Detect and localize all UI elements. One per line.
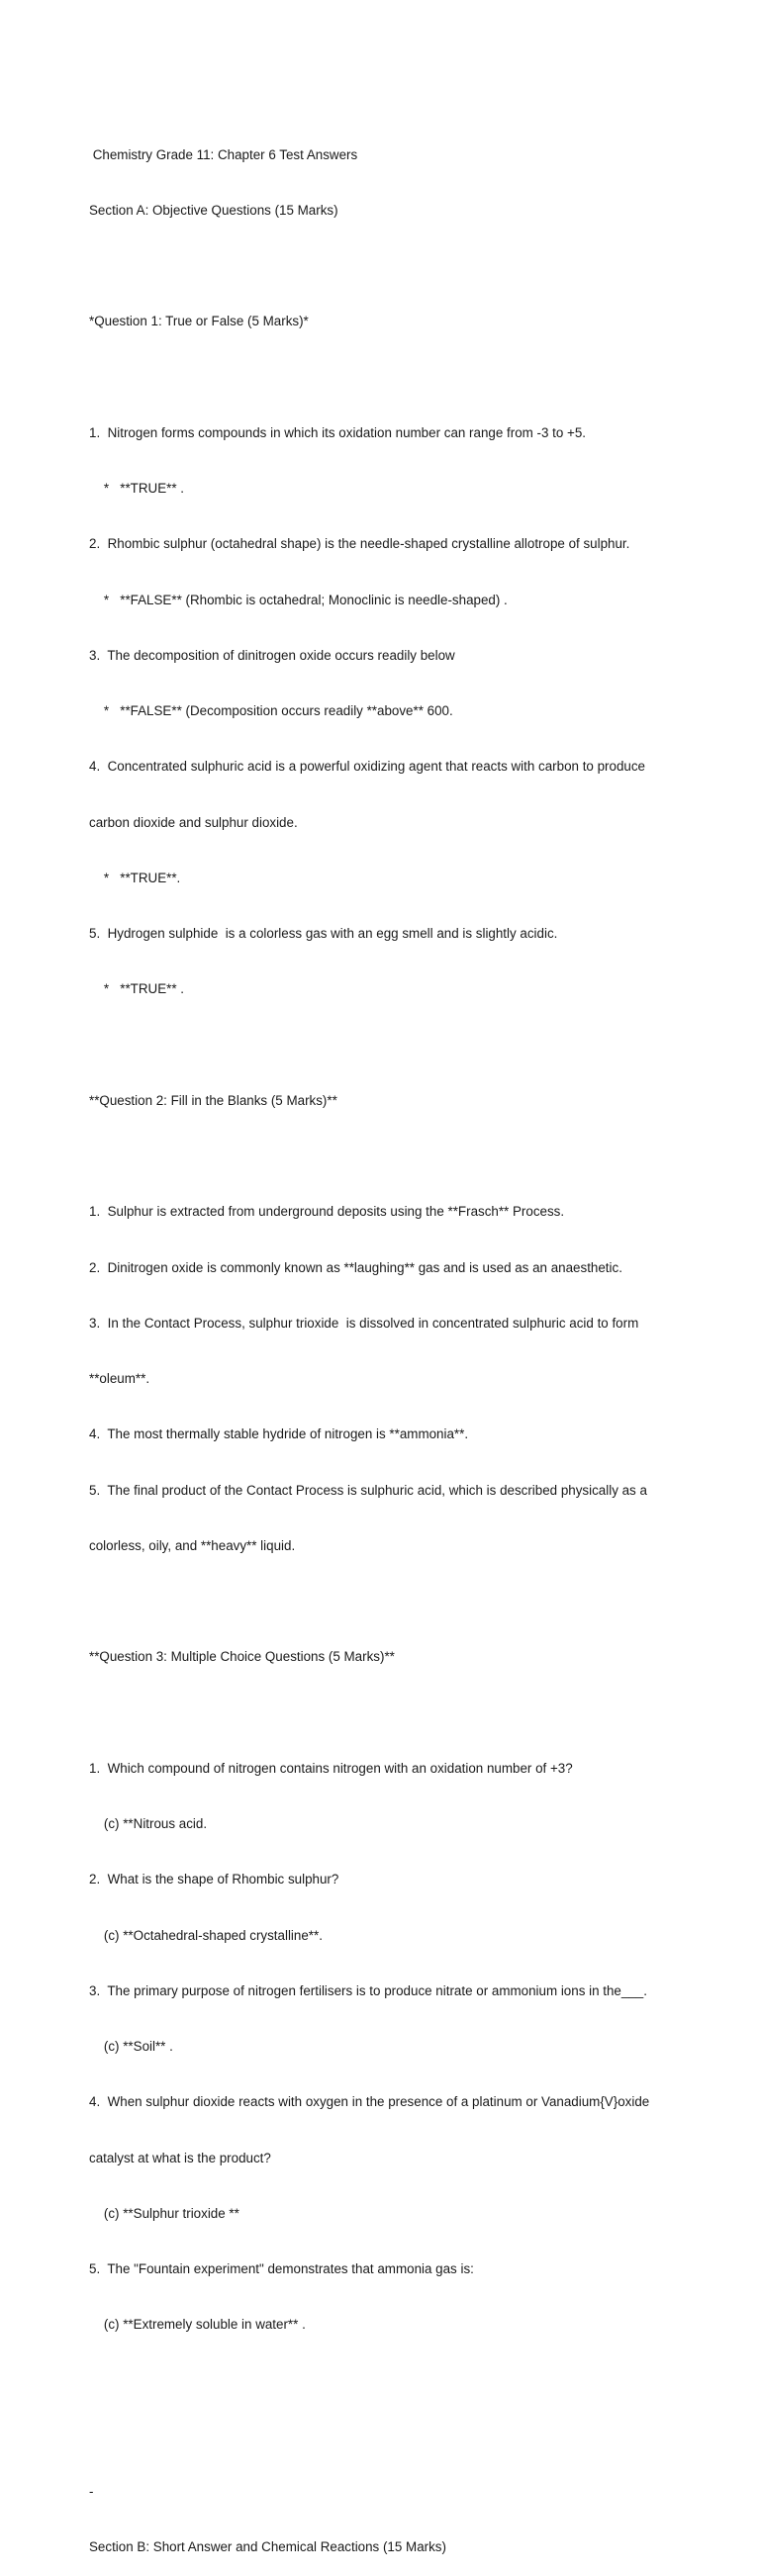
q3-item-3: 3. The primary purpose of nitrogen fertilisers is to produce nitrate or ammonium ions in the___.	[89, 1982, 647, 1998]
q2-item-4: 4. The most thermally stable hydride of nitrogen is **ammonia**.	[89, 1426, 469, 1442]
q1-answer-2: * **FALSE** (Rhombic is octahedral; Monoclinic is needle-shaped) .	[89, 592, 508, 607]
blank-line	[89, 1037, 732, 1056]
q2-item-5: 5. The final product of the Contact Process is sulphuric acid, which is described physically as a	[89, 1482, 647, 1498]
separator-dash: -	[89, 2484, 94, 2499]
q3-item-2: 2. What is the shape of Rhombic sulphur?	[89, 1872, 339, 1887]
blank-line	[89, 257, 732, 276]
q3-answer-5: (c) **Extremely soluble in water** .	[89, 2317, 306, 2333]
q1-answer-5: * **TRUE** .	[89, 981, 184, 997]
question-1-heading: *Question 1: True or False (5 Marks)*	[89, 314, 309, 329]
question-2-heading: **Question 2: Fill in the Blanks (5 Marks)**	[89, 1092, 337, 1108]
q2-item-5-continued: colorless, oily, and **heavy** liquid.	[89, 1537, 296, 1553]
blank-line	[89, 2428, 732, 2446]
q2-item-2: 2. Dinitrogen oxide is commonly known as **laughing** gas and is used as an anaesthetic.	[89, 1259, 622, 1275]
q1-item-1: 1. Nitrogen forms compounds in which its oxidation number can range from -3 to +5.	[89, 424, 587, 440]
q3-answer-4: (c) **Sulphur trioxide **	[89, 2205, 239, 2221]
q1-answer-4: * **TRUE**.	[89, 870, 181, 885]
q3-item-4-continued: catalyst at what is the product?	[89, 2150, 271, 2165]
q3-answer-3: (c) **Soil** .	[89, 2039, 173, 2054]
document-body	[89, 109, 732, 2576]
blank-line	[89, 1593, 732, 1611]
blank-line	[89, 369, 732, 388]
section-b-heading: Section B: Short Answer and Chemical Reactions (15 Marks)	[89, 2539, 446, 2555]
q2-item-1: 1. Sulphur is extracted from underground deposits using the **Frasch** Process.	[89, 1204, 565, 1220]
q2-item-3: 3. In the Contact Process, sulphur trioxide is dissolved in concentrated sulphuric acid to form	[89, 1315, 639, 1331]
question-3-heading: **Question 3: Multiple Choice Questions (5 Marks)**	[89, 1649, 395, 1665]
q1-answer-3: * **FALSE** (Decomposition occurs readily **above** 600.	[89, 703, 453, 718]
q3-answer-1: (c) **Nitrous acid.	[89, 1816, 208, 1831]
q1-item-5: 5. Hydrogen sulphide is a colorless gas with an egg smell and is slightly acidic.	[89, 926, 558, 941]
document-title: Chemistry Grade 11: Chapter 6 Test Answers	[89, 146, 358, 162]
section-a-heading: Section A: Objective Questions (15 Marks)	[89, 202, 338, 218]
q1-item-3: 3. The decomposition of dinitrogen oxide occurs readily below	[89, 647, 455, 663]
q3-item-1: 1. Which compound of nitrogen contains nitrogen with an oxidation number of +3?	[89, 1760, 573, 1776]
q1-item-4: 4. Concentrated sulphuric acid is a powerful oxidizing agent that reacts with carbon to produce	[89, 759, 645, 775]
q1-item-2: 2. Rhombic sulphur (octahedral shape) is the needle-shaped crystalline allotrope of sulphur.	[89, 536, 630, 552]
blank-line	[89, 1148, 732, 1166]
q3-item-4: 4. When sulphur dioxide reacts with oxygen in the presence of a platinum or Vanadium{V}oxide	[89, 2094, 650, 2110]
q3-answer-2: (c) **Octahedral-shaped crystalline**.	[89, 1927, 323, 1943]
blank-line	[89, 1704, 732, 1723]
q3-item-5: 5. The "Fountain experiment" demonstrates that ammonia gas is:	[89, 2261, 474, 2276]
q2-item-3-continued: **oleum**.	[89, 1371, 150, 1386]
blank-line	[89, 2372, 732, 2391]
q1-answer-1: * **TRUE** .	[89, 481, 184, 496]
q1-item-4-continued: carbon dioxide and sulphur dioxide.	[89, 814, 298, 830]
